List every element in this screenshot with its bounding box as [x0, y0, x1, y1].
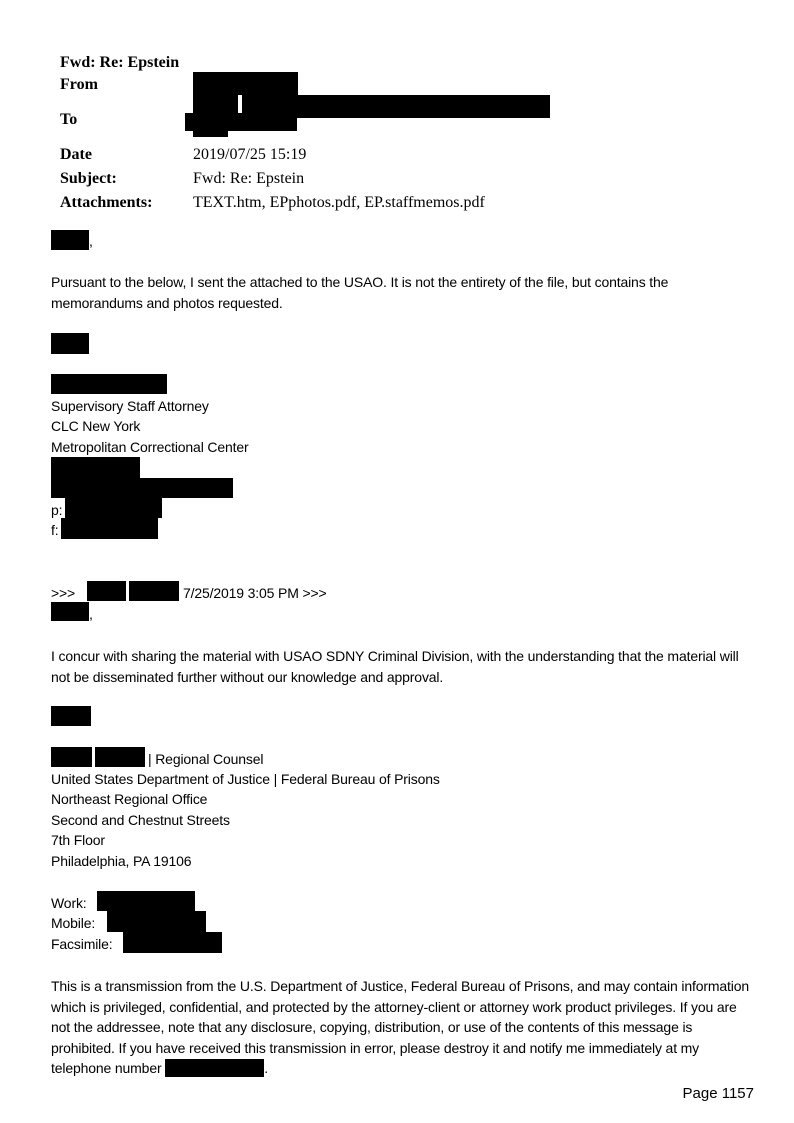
disclaimer-text: This is a transmission from the U.S. Department of Justice, Federal Bureau of Prisons, and may contain information which is privileged, confidential, and protected by the attorney-client or attorney work product privileges. If you are not the addressee, note that any disclosure, copying, distribution, or use of the contents of this message is prohibited. If you have received this transmission in error, please destroy it and notify me immediately at my telephone number — [51, 978, 749, 1076]
date-value: 2019/07/25 15:19 — [193, 146, 307, 163]
facsimile-label: Facsimile: — [51, 936, 113, 952]
quote-prefix: >>> — [51, 585, 76, 601]
attachments-label: Attachments: — [60, 194, 153, 211]
to-label: To — [60, 111, 78, 128]
work-label: Work: — [51, 895, 87, 911]
sender-name-redaction — [51, 374, 167, 394]
attachments-value: TEXT.htm, EPphotos.pdf, EP.staffmemos.pdf — [193, 194, 485, 211]
counsel-name-redaction-1 — [51, 747, 92, 767]
counsel-street: Second and Chestnut Streets — [51, 812, 230, 828]
facsimile-redaction — [123, 932, 222, 953]
signature-org: CLC New York — [51, 418, 141, 434]
quote-signoff-redaction — [51, 706, 91, 726]
message-body: Pursuant to the below, I sent the attached to the USAO. It is not the entirety of the file, but contains the memorandums and photos requested. — [51, 274, 669, 311]
quote-sender-redaction-1 — [87, 581, 126, 601]
to-redaction-4 — [193, 128, 228, 137]
counsel-dept: United States Department of Justice | Federal Bureau of Prisons — [51, 771, 440, 787]
confidentiality-disclaimer — [51, 976, 751, 1079]
disclaimer-period: . — [264, 1060, 268, 1076]
quote-timestamp: 7/25/2019 3:05 PM >>> — [183, 585, 327, 601]
date-label: Date — [60, 146, 92, 163]
quote-greeting-comma: , — [89, 606, 93, 622]
fax-redaction — [61, 518, 158, 539]
mobile-phone-redaction — [107, 911, 206, 932]
subject-label: Subject: — [60, 170, 117, 187]
quote-sender-redaction-2 — [129, 581, 179, 601]
quoted-body: I concur with sharing the material with USAO SDNY Criminal Division, with the understanding that the material will not be disseminated further without our knowledge and approval. — [51, 648, 739, 685]
disclaimer-phone-redaction — [165, 1059, 264, 1077]
fax-label: f: — [51, 522, 59, 538]
counsel-city: Philadelphia, PA 19106 — [51, 853, 192, 869]
greeting-name-redaction — [51, 230, 89, 250]
address-redaction-1 — [51, 457, 140, 478]
signoff-redaction — [51, 333, 89, 354]
signature-title: Supervisory Staff Attorney — [51, 398, 209, 414]
signature-facility: Metropolitan Correctional Center — [51, 439, 249, 455]
quote-greeting-redaction — [51, 602, 89, 621]
mobile-label: Mobile: — [51, 915, 96, 931]
address-redaction-2 — [51, 478, 233, 498]
counsel-name-redaction-2 — [95, 747, 145, 767]
counsel-role: | Regional Counsel — [148, 751, 264, 767]
counsel-office: Northeast Regional Office — [51, 791, 208, 807]
from-label: From — [60, 76, 98, 93]
subject-value: Fwd: Re: Epstein — [193, 170, 305, 187]
greeting-comma: , — [89, 233, 93, 249]
from-redaction — [193, 72, 298, 95]
work-phone-redaction — [97, 891, 195, 911]
phone-label: p: — [51, 502, 63, 518]
phone-redaction — [65, 498, 162, 518]
email-title: Fwd: Re: Epstein — [60, 54, 180, 71]
page-number: Page 1157 — [682, 1085, 754, 1102]
counsel-floor: 7th Floor — [51, 832, 105, 848]
